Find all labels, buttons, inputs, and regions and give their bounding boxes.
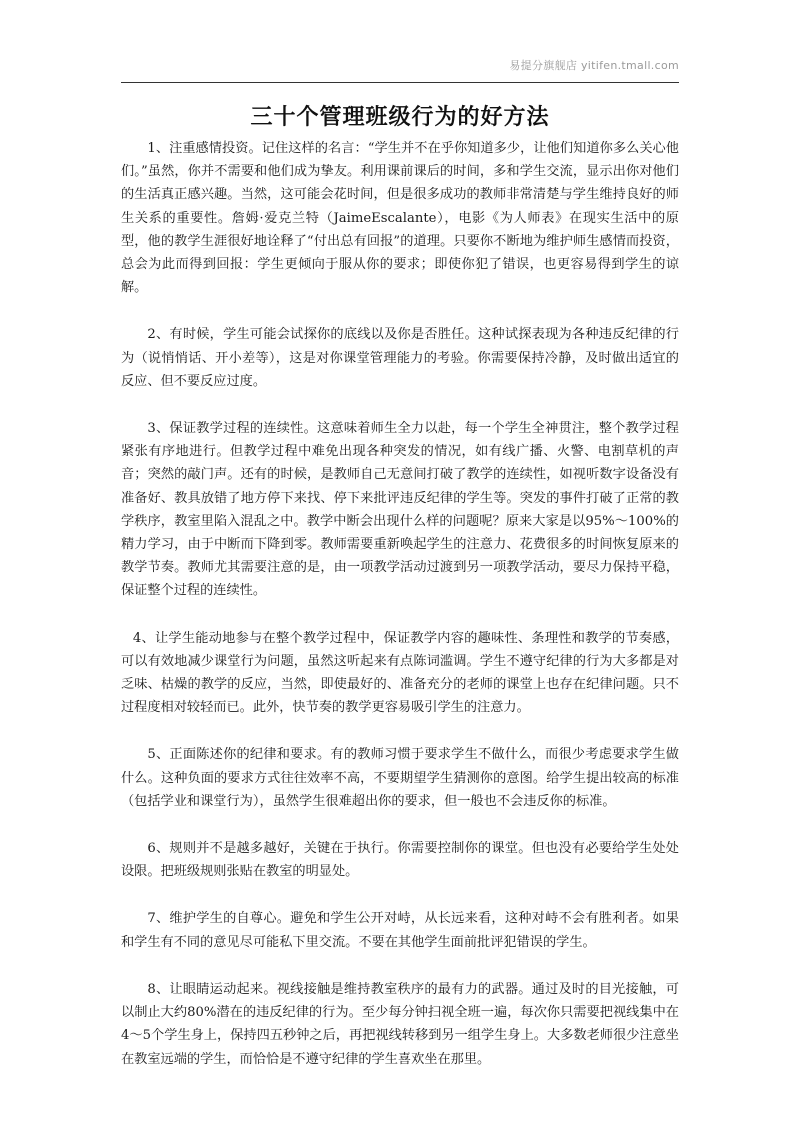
header-watermark: 易提分旗舰店 yitifen.tmall.com bbox=[509, 59, 679, 72]
document-body bbox=[121, 137, 679, 1095]
paragraph-8: 8、让眼睛运动起来。视线接触是维持教室秩序的最有力的武器。通过及时的目光接触，可以制止大约80%潜在的违反纪律的行为。至少每分钟扫视全班一遍，每次你只需要把视线集中在4～5个学生身上，保持四五秒钟之后，再把视线转移到另一组学生身上。大多数老师很少注意坐在教室远端的学生，而恰恰是不遵守纪律的学生喜欢坐在那里。 bbox=[121, 981, 679, 1067]
header-divider bbox=[121, 82, 679, 83]
paragraph-5: 5、正面陈述你的纪律和要求。有的教师习惯于要求学生不做什么，而很少考虑要求学生做什么。这种负面的要求方式往往效率不高，不要期望学生猜测你的意图。给学生提出较高的标准（包括学业和课堂行为），虽然学生很难超出你的要求，但一般也不会违反你的标准。 bbox=[121, 747, 679, 809]
paragraph-4: 4、让学生能动地参与在整个教学过程中，保证教学内容的趣味性、条理性和教学的节奏感，可以有效地减少课堂行为问题，虽然这听起来有点陈词滥调。学生不遵守纪律的行为大多都是对乏味、枯燥的教学的反应，当然，即使最好的、准备充分的老师的课堂上也存在纪律问题。只不过程度相对较轻而已。此外，快节奏的教学更容易吸引学生的注意力。 bbox=[121, 630, 679, 716]
paragraph-7: 7、维护学生的自尊心。避免和学生公开对峙，从长远来看，这种对峙不会有胜利者。如果和学生有不同的意见尽可能私下里交流。不要在其他学生面前批评犯错误的学生。 bbox=[121, 911, 679, 950]
paragraph-2: 2、有时候，学生可能会试探你的底线以及你是否胜任。这种试探表现为各种违反纪律的行为（说悄悄话、开小差等），这是对你课堂管理能力的考验。你需要保持冷静，及时做出适宜的反应、但不要反应过度。 bbox=[121, 327, 679, 389]
paragraph-3: 3、保证教学过程的连续性。这意味着师生全力以赴，每一个学生全神贯注，整个教学过程紧张有序地进行。但教学过程中难免出现各种突发的情况，如有线广播、火警、电割草机的声音；突然的敲门声。还有的时候，是教师自己无意间打破了教学的连续性，如视听数字设备没有准备好、教具放错了地方停下来找、停下来批评违反纪律的学生等。突发的事件打破了正常的教学秩序，教室里陷入混乱之中。教学中断会出现什么样的问题呢？原来大家是以95%～100%的精力学习，由于中断而下降到零。教师需要重新唤起学生的注意力、花费很多的时间恢复原来的教学节奏。教师尤其需要注意的是，由一项教学活动过渡到另一项教学活动，要尽力保持平稳，保证整个过程的连续性。 bbox=[121, 421, 679, 599]
paragraph-1: 1、注重感情投资。记住这样的名言：“学生并不在乎你知道多少，让他们知道你多么关心他们。”虽然，你并不需要和他们成为挚友。利用课前课后的时间，多和学生交流，显示出你对他们的生活真正感兴趣。当然，这可能会花时间，但是很多成功的教师非常清楚与学生维持良好的师生关系的重要性。詹姆·爱克兰特（JaimeEscalante），电影《为人师表》在现实生活中的原型，他的教学生涯很好地诠释了“付出总有回报”的道理。只要你不断地为维护师生感情而投资，总会为此而得到回报：学生更倾向于服从你的要求；即使你犯了错误，也更容易得到学生的谅解。 bbox=[121, 141, 679, 296]
paragraph-6: 6、规则并不是越多越好，关键在于执行。你需要控制你的课堂。但也没有必要给学生处处设限。把班级规则张贴在教室的明显处。 bbox=[121, 841, 679, 880]
document-title: 三十个管理班级行为的好方法 bbox=[250, 104, 550, 130]
